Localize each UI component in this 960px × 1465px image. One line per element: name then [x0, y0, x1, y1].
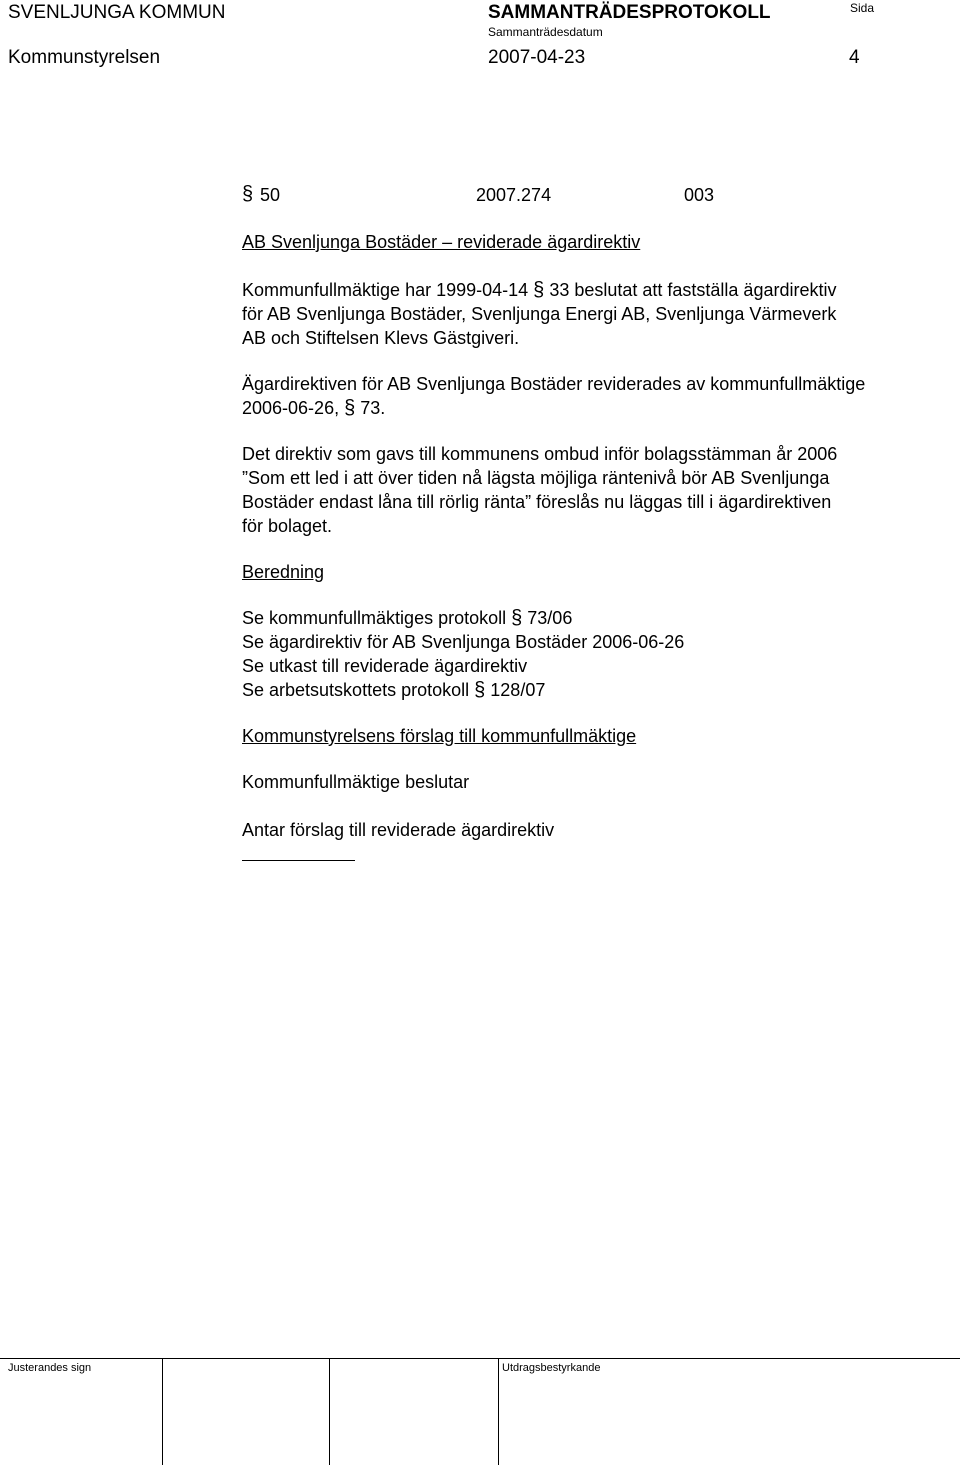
beredning-line4-b: 128/07: [490, 680, 546, 700]
para2-line2: [242, 396, 385, 420]
section-sign-icon: §: [511, 607, 523, 629]
beredning-line1-b: 73/06: [527, 608, 573, 628]
diary-number: 2007.274: [476, 185, 552, 205]
section-sign-icon: §: [344, 397, 356, 419]
para1-line1-a: Kommunfullmäktige har 1999-04-14: [242, 280, 529, 300]
para3-line4: för bolaget.: [242, 516, 333, 536]
para2-line1: Ägardirektiven för AB Svenljunga Bostäder reviderades av kommunfullmäktige: [242, 374, 866, 394]
para2-line2-a: 2006-06-26,: [242, 398, 340, 418]
para1-line2: för AB Svenljunga Bostäder, Svenljunga Energi AB, Svenljunga Värmeverk: [242, 304, 837, 324]
section-sign-icon: §: [474, 679, 486, 701]
date-label: Sammanträdesdatum: [488, 25, 603, 39]
divider: [242, 860, 355, 861]
beredning-line1-a: Se kommunfullmäktiges protokoll: [242, 608, 507, 628]
page-label: Sida: [850, 1, 875, 15]
decision-heading: Kommunfullmäktige beslutar: [242, 772, 470, 792]
page-number: 4: [849, 47, 860, 68]
archive-code: 003: [684, 185, 715, 205]
utdragsbestyrkande-label: Utdragsbestyrkande: [502, 1362, 601, 1374]
para3-line2: ”Som ett led i att över tiden nå lägsta möjliga räntenivå bör AB Svenljunga: [242, 468, 830, 488]
beredning-line4: [242, 678, 545, 702]
paragraph-number: 50: [260, 185, 281, 205]
signature-box-divider: [329, 1358, 330, 1465]
signature-box-divider: [162, 1358, 163, 1465]
beredning-line3: Se utkast till reviderade ägardirektiv: [242, 656, 528, 676]
para3-line3: Bostäder endast låna till rörlig ränta” föreslås nu läggas till i ägardirektiven: [242, 492, 832, 512]
beredning-line4-a: Se arbetsutskottets protokoll: [242, 680, 470, 700]
para1-line1: [242, 278, 836, 302]
para2-line2-b: 73.: [360, 398, 386, 418]
footer-top-rule: [0, 1358, 960, 1359]
section-sign-icon: §: [242, 183, 254, 205]
para1-line1-b: 33 beslutat att fastställa ägardirektiv: [549, 280, 837, 300]
page-title: AB Svenljunga Bostäder – reviderade ägardirektiv: [242, 232, 641, 252]
decision-text: Antar förslag till reviderade ägardirektiv: [242, 820, 555, 840]
proposal-heading: Kommunstyrelsens förslag till kommunfullmäktige: [242, 726, 637, 746]
org-name: SVENLJUNGA KOMMUN: [8, 2, 226, 23]
beredning-line2: Se ägardirektiv för AB Svenljunga Bostäder 2006-06-26: [242, 632, 685, 652]
section-sign-icon: §: [533, 279, 545, 301]
meeting-date: 2007-04-23: [488, 47, 586, 68]
para3-line1: Det direktiv som gavs till kommunens ombud inför bolagsstämman år 2006: [242, 444, 838, 464]
doc-type: SAMMANTRÄDESPROTOKOLL: [488, 2, 771, 23]
justerandes-sign-label: Justerandes sign: [8, 1362, 92, 1374]
committee-name: Kommunstyrelsen: [8, 47, 161, 68]
para1-line3: AB och Stiftelsen Klevs Gästgiveri.: [242, 328, 520, 348]
signature-box-divider: [498, 1358, 499, 1465]
beredning-heading: Beredning: [242, 562, 325, 582]
beredning-line1: [242, 606, 572, 630]
